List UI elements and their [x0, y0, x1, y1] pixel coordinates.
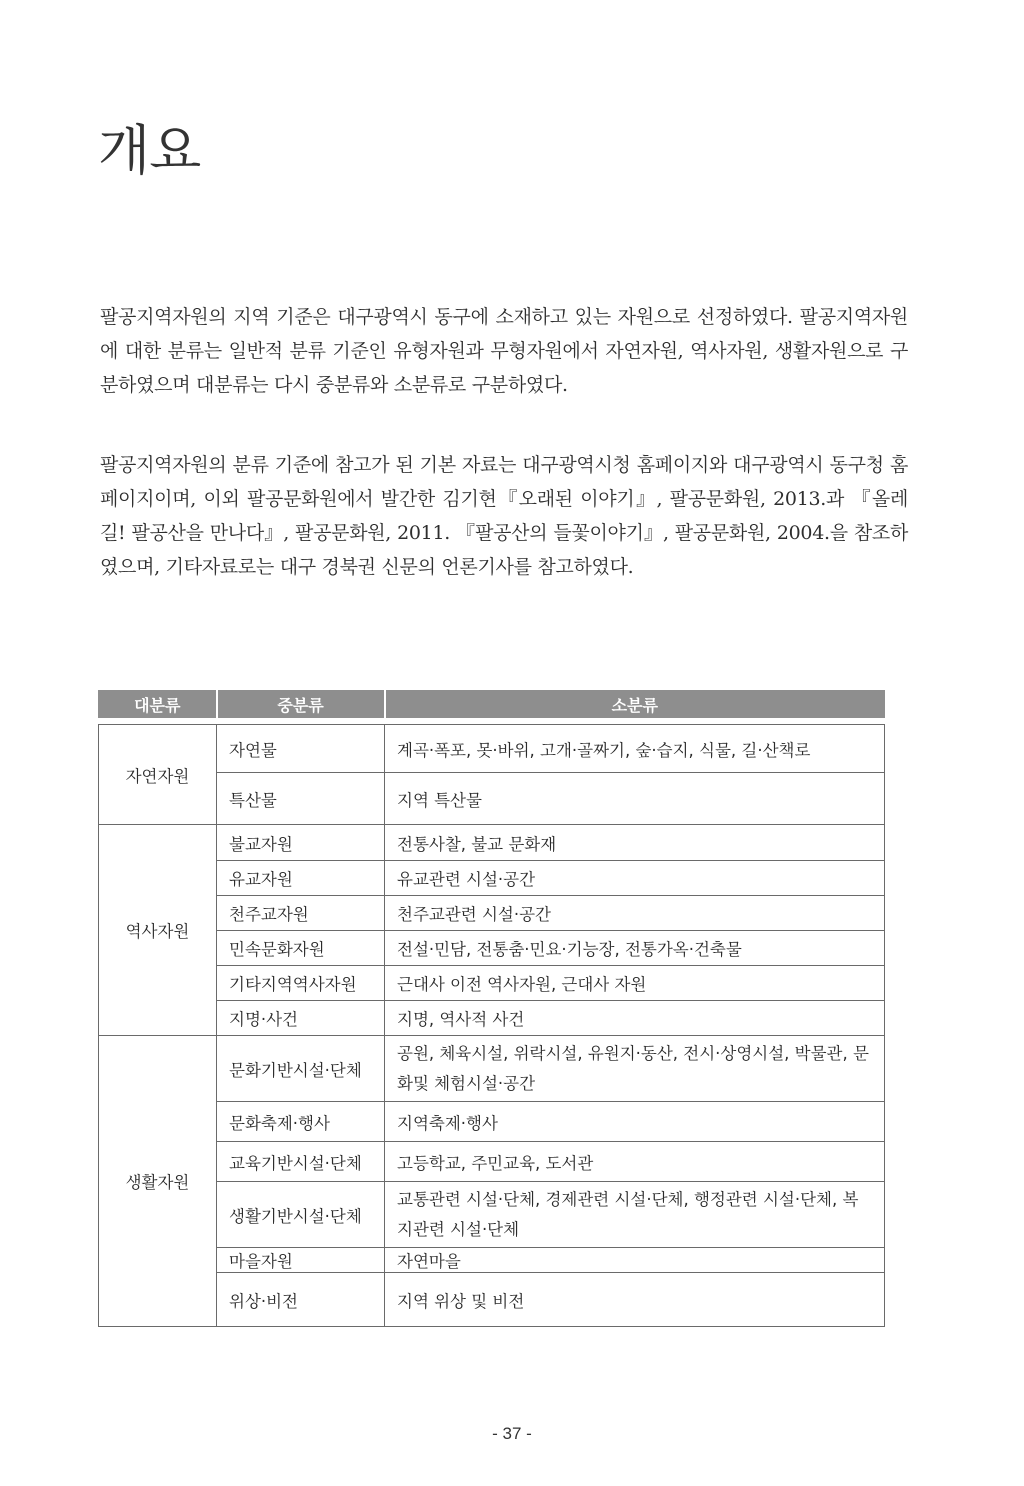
table-row	[99, 1273, 885, 1327]
table-row	[99, 931, 885, 966]
table-row	[99, 861, 885, 896]
minor-category-cell: 고등학교, 주민교육, 도서관	[385, 1142, 885, 1182]
minor-category-cell: 공원, 체육시설, 위락시설, 유원지·동산, 전시·상영시설, 박물관, 문화및 체험시설·공간	[385, 1036, 885, 1102]
header-minor: 소분류	[385, 691, 885, 718]
mid-category-cell: 위상·비전	[217, 1273, 385, 1327]
table-row	[99, 896, 885, 931]
minor-category-cell: 교통관련 시설·단체, 경제관련 시설·단체, 행정관련 시설·단체, 복지관련 시설·단체	[385, 1182, 885, 1248]
minor-category-cell: 근대사 이전 역사자원, 근대사 자원	[385, 966, 885, 1001]
table-row	[99, 1036, 885, 1102]
intro-paragraph-2: 팔공지역자원의 분류 기준에 참고가 된 기본 자료는 대구광역시청 홈페이지와 대구광역시 동구청 홈페이지이며, 이외 팔공문화원에서 발간한 김기현『오래된 이야기』, 팔공문화원, 2013.과 『올레길! 팔공산을 만나다』, 팔공문화원, 2011. 『팔공산의 들꽃이야기』, 팔공문화원, 2004.을 참조하였으며, 기타자료로는 대구 경북권 신문의 언론기사를 참고하였다.	[100, 454, 908, 578]
table-row	[99, 825, 885, 861]
mid-category-cell: 교육기반시설·단체	[217, 1142, 385, 1182]
intro-paragraph-1: 팔공지역자원의 지역 기준은 대구광역시 동구에 소재하고 있는 자원으로 선정하였다. 팔공지역자원에 대한 분류는 일반적 분류 기준인 유형자원과 무형자원에서 자연자원, 역사자원, 생활자원으로 구분하였으며 대분류는 다시 중분류와 소분류로 구분하였다.	[100, 306, 908, 396]
major-category-cell: 생활자원	[99, 1036, 217, 1327]
table-row	[99, 1142, 885, 1182]
table-row	[99, 725, 885, 773]
table-row	[99, 1248, 885, 1273]
mid-category-cell: 마을자원	[217, 1248, 385, 1273]
table-row	[99, 1182, 885, 1248]
table-row	[99, 966, 885, 1001]
mid-category-cell: 민속문화자원	[217, 931, 385, 966]
classification-table	[98, 690, 885, 1327]
mid-category-cell: 유교자원	[217, 861, 385, 896]
header-major: 대분류	[99, 691, 217, 718]
minor-category-cell: 자연마을	[385, 1248, 885, 1273]
minor-category-cell: 지역 특산물	[385, 773, 885, 825]
major-category-cell: 역사자원	[99, 825, 217, 1036]
mid-category-cell: 기타지역역사자원	[217, 966, 385, 1001]
minor-category-cell: 지역 위상 및 비전	[385, 1273, 885, 1327]
minor-category-cell: 지역축제·행사	[385, 1102, 885, 1142]
table-row	[99, 773, 885, 825]
page-number: - 37 -	[492, 1424, 532, 1443]
mid-category-cell: 문화축제·행사	[217, 1102, 385, 1142]
mid-category-cell: 불교자원	[217, 825, 385, 861]
mid-category-cell: 생활기반시설·단체	[217, 1182, 385, 1248]
minor-category-cell: 지명, 역사적 사건	[385, 1001, 885, 1036]
table-header-row	[99, 691, 885, 718]
minor-category-cell: 전설·민담, 전통춤·민요·기능장, 전통가옥·건축물	[385, 931, 885, 966]
major-category-cell: 자연자원	[99, 725, 217, 825]
table-row	[99, 1102, 885, 1142]
mid-category-cell: 자연물	[217, 725, 385, 773]
minor-category-cell: 계곡·폭포, 못·바위, 고개·골짜기, 숲·습지, 식물, 길·산책로	[385, 725, 885, 773]
header-mid: 중분류	[217, 691, 385, 718]
page-title: 개요	[98, 119, 201, 182]
minor-category-cell: 전통사찰, 불교 문화재	[385, 825, 885, 861]
mid-category-cell: 특산물	[217, 773, 385, 825]
mid-category-cell: 지명·사건	[217, 1001, 385, 1036]
minor-category-cell: 유교관련 시설·공간	[385, 861, 885, 896]
minor-category-cell: 천주교관련 시설·공간	[385, 896, 885, 931]
table-row	[99, 1001, 885, 1036]
mid-category-cell: 천주교자원	[217, 896, 385, 931]
mid-category-cell: 문화기반시설·단체	[217, 1036, 385, 1102]
